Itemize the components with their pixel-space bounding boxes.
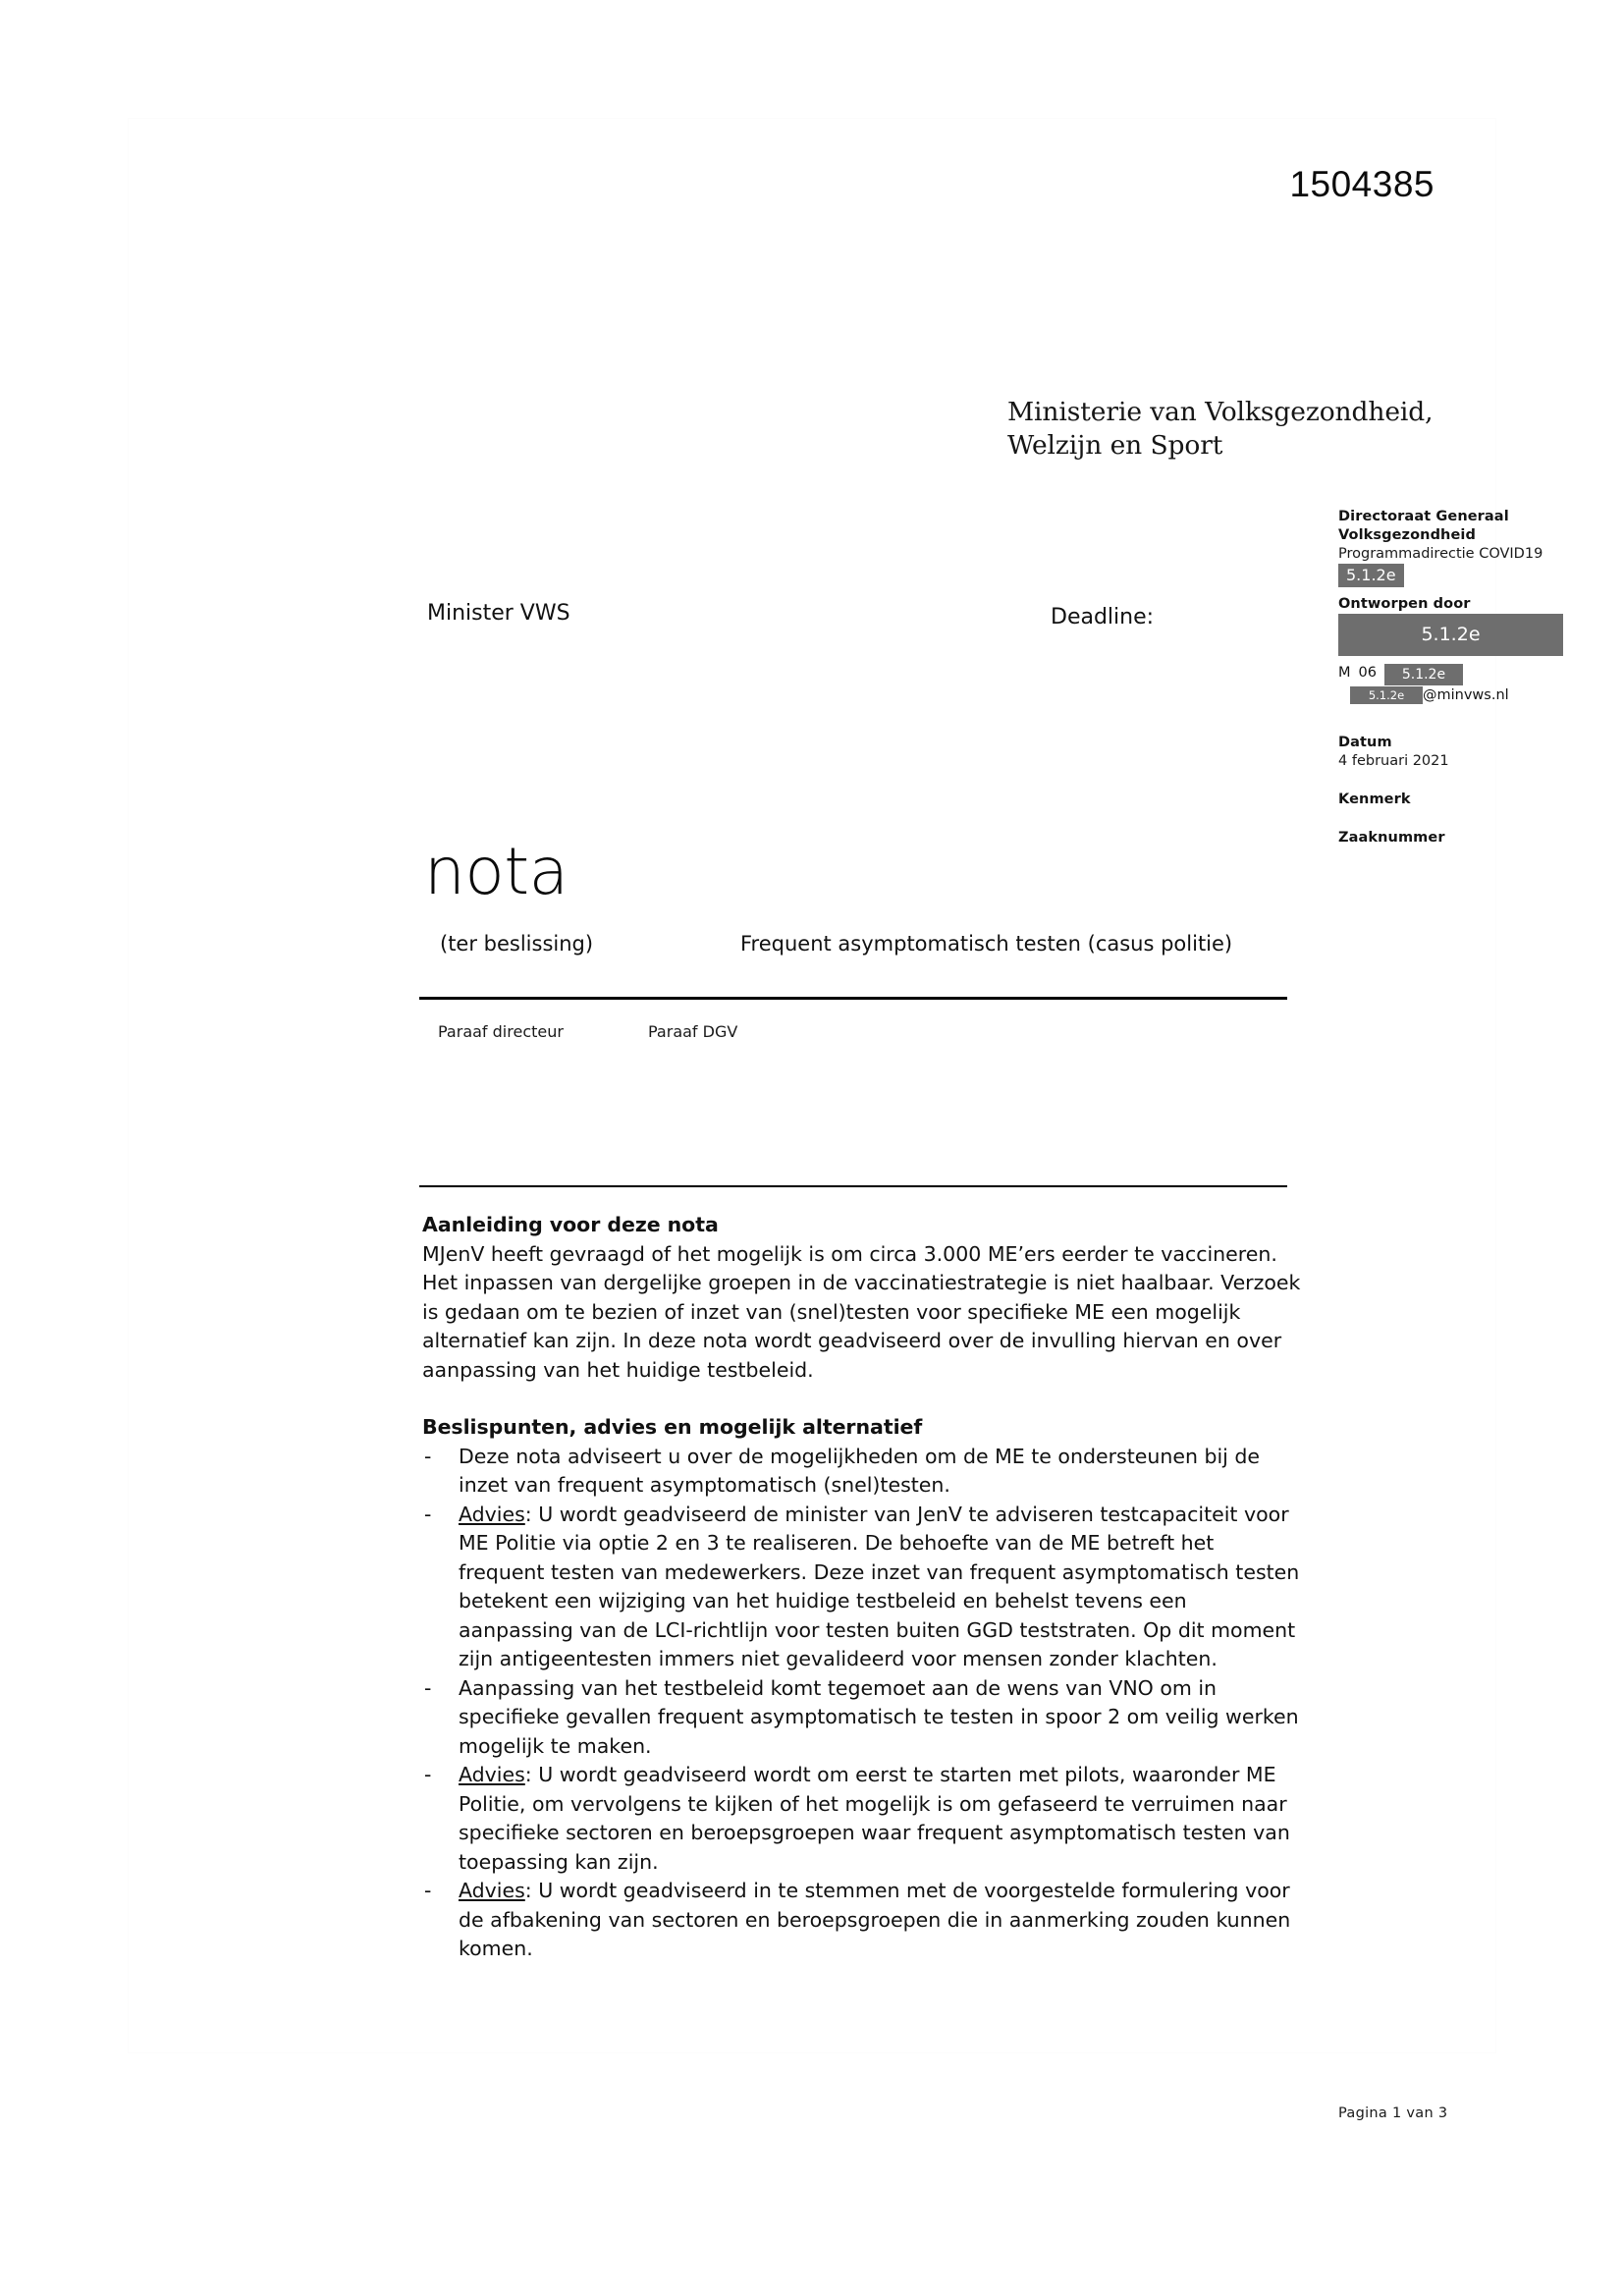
spacer [1338,656,1624,664]
list-item-text: : U wordt geadviseerd de minister van JenV te adviseren testcapaciteit voor ME Politie via optie 2 en 3 te realiseren. De behoefte van de ME betreft het frequent testen van medewerkers. Deze inzet van frequent asymptomatisch testen betekent een wijziging van het huidige testbeleid en behelst tevens een aanpassing van de LCI-richtlijn voor testen buiten GGD teststraten. Op dit moment zijn antigeentesten immers niet gevalideerd voor mensen zonder klachten. [459,1502,1300,1670]
dash-bullet-icon: - [424,1502,432,1526]
document-page [129,119,1543,2121]
phone-area-code: 06 [1358,665,1377,681]
phone-prefix: M [1338,665,1351,681]
list-item [422,1761,1301,1877]
list-item [422,1877,1301,1964]
beslispunten-list [422,1443,1301,1964]
section-heading-aanleiding: Aanleiding voor deze nota [422,1213,719,1236]
dash-bullet-icon: - [424,1675,432,1700]
spacer [1338,587,1624,595]
section-paragraph-aanleiding: MJenV heeft gevraagd of het mogelijk is om circa 3.000 ME’ers eerder te vaccineren. Het inpassen van dergelijke groepen in de vaccinatiestrategie is niet haalbaar. Verzoek is gedaan om te bezien of inzet van (snel)testen voor specifieke ME een mogelijk alternatief kan zijn. In deze nota wordt geadviseerd over de invulling hiervan en over aanpassing van het huidige testbeleid. [422,1241,1301,1382]
paraaf-dgv-label: Paraaf DGV [648,1022,738,1041]
spacer [1338,771,1624,791]
email-domain: @minvws.nl [1423,687,1509,703]
redaction-box-ontworpen-door: 5.1.2e [1338,614,1563,656]
list-item-text: : U wordt geadviseerd in te stemmen met de voorgestelde formulering voor de afbakening van sectoren en beroepsgroepen die in aanmerking zouden kunnen komen. [459,1879,1291,1960]
spacer [1338,809,1624,829]
nota-subject: Frequent asymptomatisch testen (casus politie) [740,932,1233,956]
ministry-wordmark [1007,396,1434,463]
spacer [422,1385,1301,1413]
dg-label-line-1: Directoraat Generaal [1338,509,1509,524]
list-item-lead: Advies [459,1879,525,1902]
page-title: nota [424,834,568,909]
ontworpen-redaction-wrap [1338,614,1624,656]
dg-label-line-2: Volksgezondheid [1338,527,1476,543]
dg-redaction-wrap [1338,564,1624,587]
dash-bullet-icon: - [424,1444,432,1468]
redaction-box-phone: 5.1.2e [1384,664,1463,685]
email-row [1338,686,1624,704]
ontworpen-door-label: Ontworpen door [1338,596,1471,612]
divider-bottom [419,1185,1287,1187]
dash-bullet-icon: - [424,1879,432,1902]
list-item [422,1501,1301,1674]
meta-sidebar [1338,508,1624,847]
ministry-line-1: Ministerie van Volksgezondheid, [1007,397,1434,427]
redaction-box-dg: 5.1.2e [1338,564,1404,587]
phone-row [1338,664,1624,685]
programmadirectie-value: Programmadirectie COVID19 [1338,546,1543,562]
section-heading-beslispunten: Beslispunten, advies en mogelijk alternatief [422,1415,923,1439]
datum-label: Datum [1338,735,1392,750]
list-item-lead: Advies [459,1763,525,1786]
dash-bullet-icon: - [424,1763,432,1786]
ministry-line-2: Welzijn en Sport [1007,430,1223,461]
redaction-box-email: 5.1.2e [1350,686,1423,704]
divider-top [419,997,1287,1000]
list-item-text: Deze nota adviseert u over de mogelijkheden om de ME te ondersteunen bij de inzet van frequent asymptomatisch (snel)testen. [459,1444,1261,1497]
list-item-lead: Advies [459,1502,525,1526]
paraaf-directeur-label: Paraaf directeur [438,1022,564,1041]
list-item-text: : U wordt geadviseerd wordt om eerst te starten met pilots, waaronder ME Politie, om vervolgens te kijken of het mogelijk is om gefaseerd te verruimen naar specifieke sectoren en beroepsgroepen waar frequent asymptomatisch testen van toepassing kan zijn. [459,1763,1290,1874]
addressee: Minister VWS [427,601,570,626]
list-item [422,1443,1301,1501]
nota-kind: (ter beslissing) [440,932,594,956]
datum-value: 4 februari 2021 [1338,753,1449,769]
deadline-label: Deadline: [1051,605,1155,629]
kenmerk-label: Kenmerk [1338,792,1411,807]
document-body [422,1211,1301,1964]
page-footer: Pagina 1 van 3 [1338,2105,1448,2121]
list-item [422,1674,1301,1762]
spacer [1338,704,1624,734]
scan-number: 1504385 [1289,164,1435,204]
zaaknummer-label: Zaaknummer [1338,830,1445,846]
list-item-text: Aanpassing van het testbeleid komt tegemoet aan de wens van VNO om in specifieke gevallen frequent asymptomatisch te testen in spoor 2 om veilig werken mogelijk te maken. [459,1675,1299,1758]
